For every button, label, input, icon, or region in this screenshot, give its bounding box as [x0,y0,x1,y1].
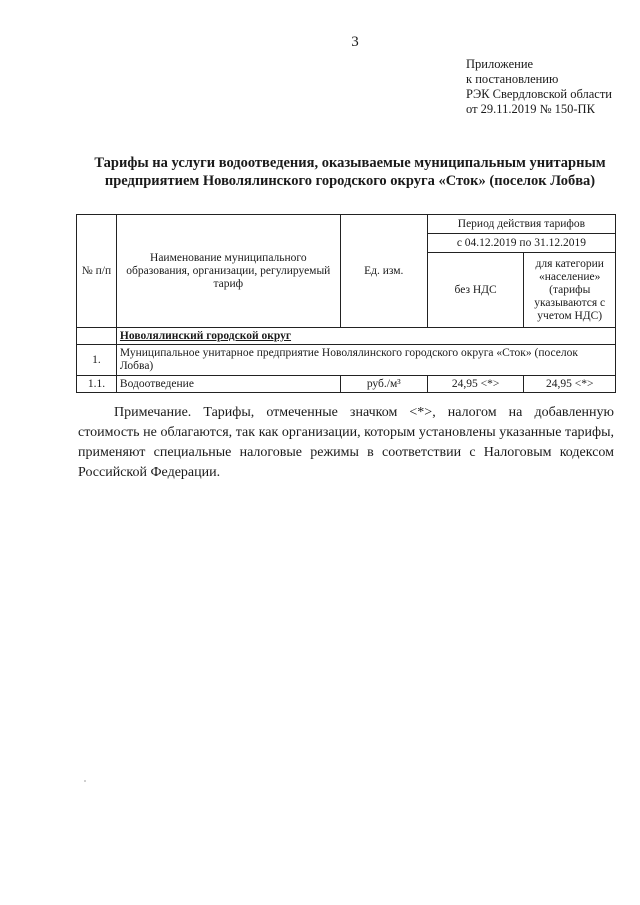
appendix-block [466,57,612,117]
row-org-name: Муниципальное унитарное предприятие Новолялинского городского округа «Сток» (поселок Лобва) [116,345,615,376]
header-period-title: Период действия тарифов [427,215,615,234]
row-unit: руб./м³ [340,376,427,393]
row-num: 1. [77,345,117,376]
table-section-row [77,328,616,345]
title-line: предприятием Новолялинского городского округа «Сток» (поселок Лобва) [104,173,596,189]
row-population: 24,95 <*> [524,376,616,393]
title-line: Тарифы на услуги водоотведения, оказываемые муниципальным унитарным [94,155,606,171]
appendix-line: к постановлению [466,72,559,86]
row-without-vat: 24,95 <*> [427,376,524,393]
header-unit: Ед. изм. [340,215,427,328]
header-population: для категории «население» (тарифы указываются с учетом НДС) [524,253,616,328]
appendix-line: от 29.11.2019 № 150-ПК [466,102,595,116]
page-number: 3 [351,34,359,50]
scan-speck [84,780,86,782]
row-num: 1.1. [77,376,117,393]
header-period-dates: с 04.12.2019 по 31.12.2019 [427,234,615,253]
header-without-vat: без НДС [427,253,524,328]
section-name: Новолялинский городской округ [116,328,615,345]
appendix-line: Приложение [466,57,534,71]
table-row [77,345,616,376]
tariff-table [76,214,616,393]
table-row [77,376,616,393]
note-paragraph: Примечание. Тарифы, отмеченные значком <*>, налогом на добавленную стоимость не облагаются, так как организации, которым установлены указанные тарифы, применяют специальные налоговые режимы в соответствии с Налоговым кодексом Российской Федерации. [78,405,614,480]
header-num: № п/п [77,215,117,328]
document-title [80,154,620,190]
header-name: Наименование муниципального образования, организации, регулируемый тариф [116,215,340,328]
row-service-name: Водоотведение [116,376,340,393]
appendix-line: РЭК Свердловской области [466,87,612,101]
